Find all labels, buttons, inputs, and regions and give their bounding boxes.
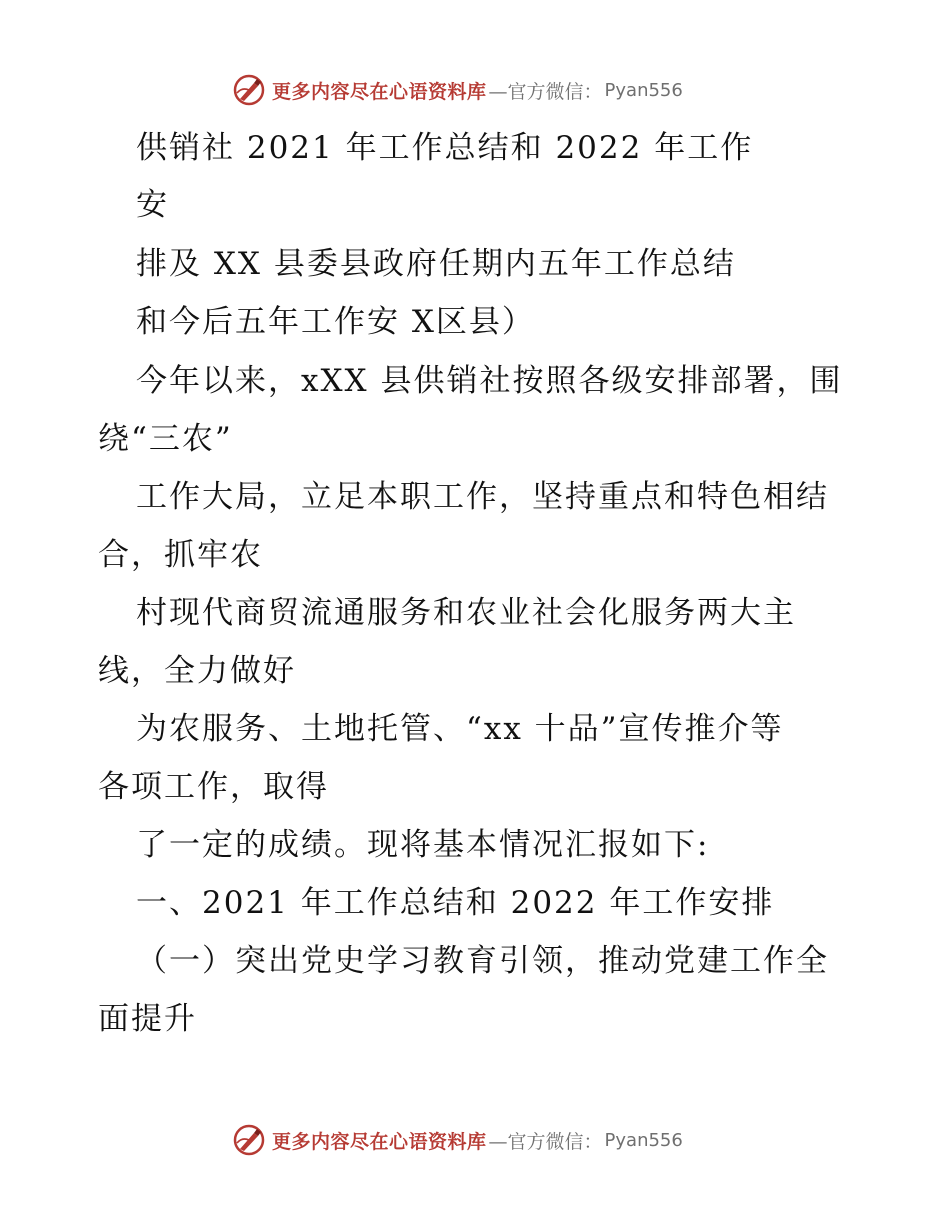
header-banner-wechat-id: Pyan556 bbox=[604, 79, 683, 101]
text-line: 和今后五年工作安 X区县） bbox=[136, 304, 535, 340]
footer-banner-wechat-id: Pyan556 bbox=[604, 1129, 683, 1151]
text-line: 了一定的成绩。现将基本情况汇报如下: bbox=[136, 827, 710, 863]
text-line: 供销社 2021 年工作总结和 2022 年工作 bbox=[136, 130, 754, 166]
text-line: 线，全力做好 bbox=[98, 653, 296, 689]
footer-banner-label: —官方微信： bbox=[488, 1130, 603, 1153]
pen-logo-icon bbox=[232, 73, 266, 107]
text-line: 村现代商贸流通服务和农业社会化服务两大主 bbox=[136, 595, 796, 631]
text-line: 工作大局，立足本职工作，坚持重点和特色相结 bbox=[136, 479, 829, 515]
text-line: 为农服务、土地托管、“xx 十品”宣传推介等 bbox=[136, 711, 784, 747]
footer-banner-title: 更多内容尽在心语资料库 bbox=[272, 1130, 487, 1153]
text-line: 各项工作，取得 bbox=[98, 769, 329, 805]
text-line: 面提升 bbox=[98, 1001, 197, 1037]
header-banner-title: 更多内容尽在心语资料库 bbox=[272, 80, 487, 103]
header-banner bbox=[232, 70, 683, 110]
footer-banner bbox=[232, 1120, 683, 1160]
text-line: 今年以来，xXX 县供销社按照各级安排部署，围 bbox=[136, 363, 843, 399]
text-line: 一、2021 年工作总结和 2022 年工作安排 bbox=[136, 885, 775, 921]
pen-logo-icon bbox=[232, 1123, 266, 1157]
text-line: 绕“三农” bbox=[98, 421, 233, 457]
text-line: 合，抓牢农 bbox=[98, 537, 263, 573]
text-line: 安 bbox=[136, 187, 169, 223]
header-banner-label: —官方微信： bbox=[488, 80, 603, 103]
text-line: 排及 XX 县委县政府任期内五年工作总结 bbox=[136, 246, 736, 282]
text-line: （一）突出党史学习教育引领，推动党建工作全 bbox=[136, 943, 829, 979]
